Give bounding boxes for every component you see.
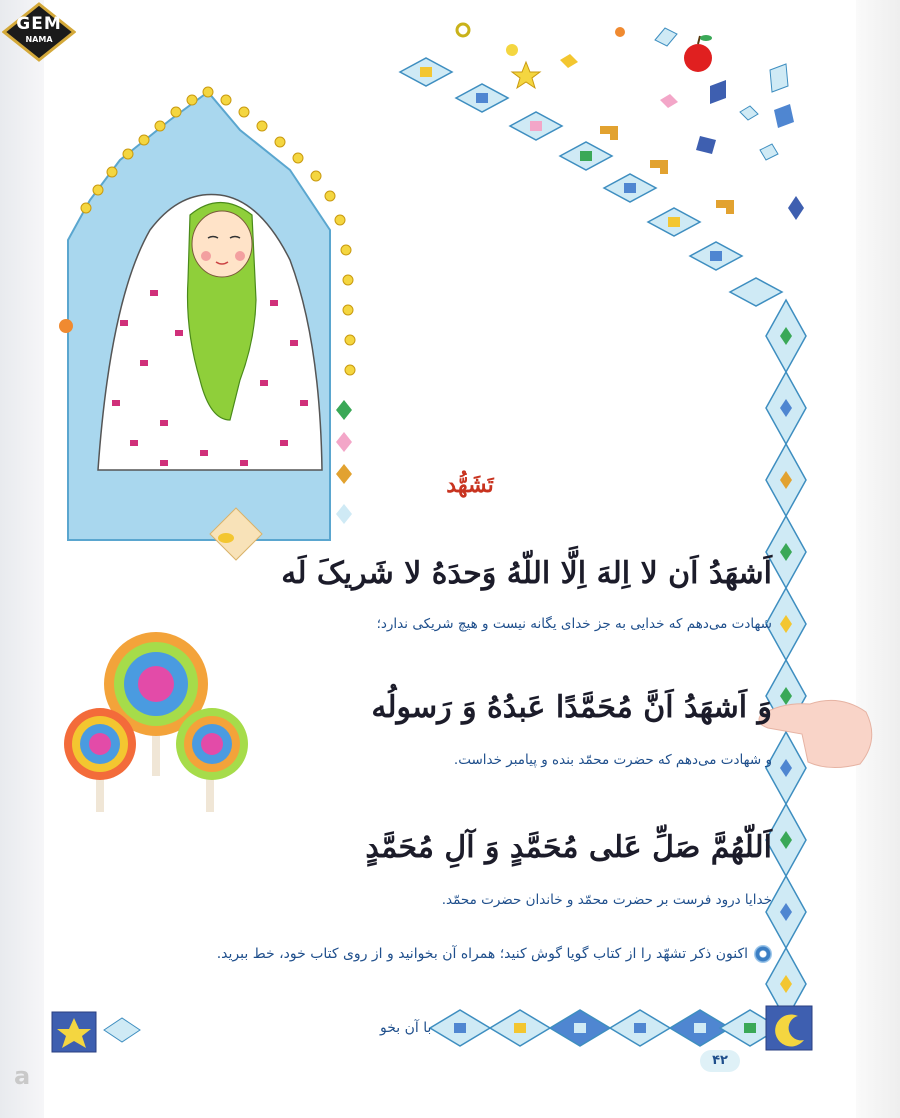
translation-line-1: شهادت می‌دهم که خدایی به جز خدای یگانه نیست و هیچ شریکی ندارد؛ — [376, 616, 772, 632]
instruction-block — [212, 940, 772, 968]
footer-label: با آن بخو — [380, 1020, 432, 1036]
lesson-title: تَشَهُّد — [446, 472, 494, 498]
arabic-line-3: اَللّهُمَّ صَلِّ عَلی مُحَمَّدٍ وَ آلِ مُحَمَّدٍ — [365, 830, 772, 865]
praying-girl-illustration — [59, 87, 355, 560]
page-number: ۴۲ — [700, 1050, 740, 1072]
audio-disc-icon — [754, 945, 772, 963]
instruction-text: اکنون ذکر تشهّد را از کتاب گویا گوش کنید؛ همراه آن بخوانید و از روی کتاب خود، خط ببرید. — [216, 946, 748, 962]
lollipops-illustration — [64, 632, 248, 812]
gem-nama-logo — [2, 2, 76, 62]
logo-subtext: NAMA — [25, 35, 53, 44]
arabic-line-2: وَ اَشهَدُ اَنَّ مُحَمَّدًا عَبدُهُ وَ رَسولُه — [371, 690, 772, 725]
arabic-line-1: اَشهَدُ اَن لا اِلهَ اِلَّا اللّهُ وَحدَهُ لا شَریکَ لَه — [281, 556, 772, 591]
translation-line-2: و شهادت می‌دهم که حضرت محمّد بنده و پیامبر خداست. — [453, 752, 772, 768]
corner-watermark: a — [14, 1062, 31, 1090]
translation-line-3: خدایا درود فرست بر حضرت محمّد و خاندان حضرت محمّد. — [441, 892, 772, 908]
logo-text: GEM — [16, 14, 62, 34]
